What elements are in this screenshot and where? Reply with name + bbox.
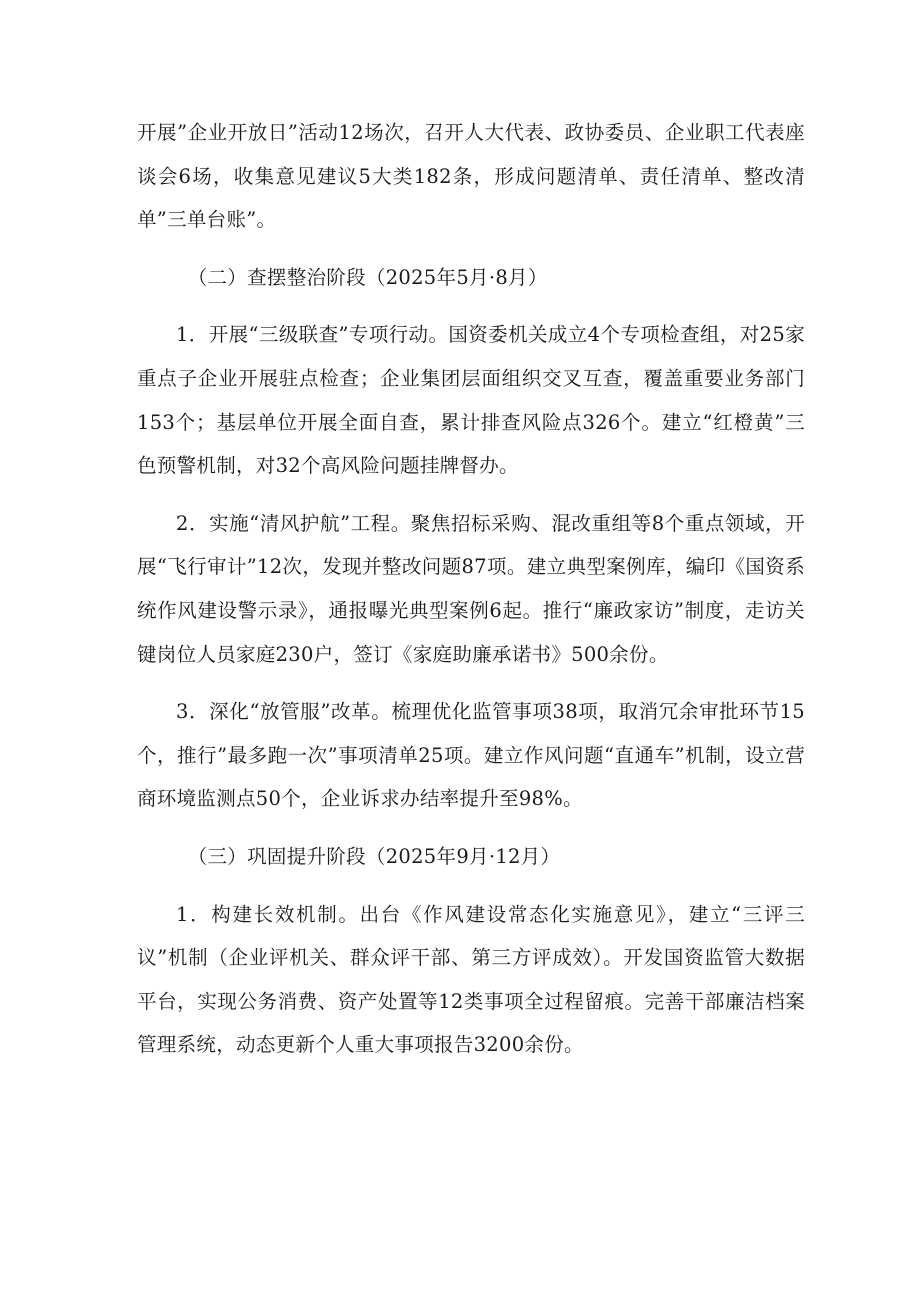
paragraph-item-4: 1．构建长效机制。出台《作风建设常态化实施意见》，建立“三评三议”机制（企业评机关、群众评干部、第三方评成效）。开发国资监管大数据平台，实现公务消费、资产处置等12类事项全过程留痕。完善干部廉洁档案管理系统，动态更新个人重大事项报告3200余份。 xyxy=(137,902,805,1057)
paragraph-item-3: 3．深化“放管服”改革。梳理优化监管事项38项，取消冗余审批环节15个，推行”最多跑一次”事项清单25项。建立作风问题“直通车”机制，设立营商环境监测点50个，企业诉求办结率提升至98%。 xyxy=(137,700,805,811)
document-body xyxy=(137,111,805,1081)
paragraph-continuation: 开展”企业开放日”活动12场次，召开人大代表、政协委员、企业职工代表座谈会6场，收集意见建议5大类182条，形成问题清单、责任清单、整改清单”三单台账”。 xyxy=(137,121,805,232)
paragraph-item-2: 2．实施“清风护航”工程。聚焦招标采购、混改重组等8个重点领域，开展“飞行审计”12次，发现并整改问题87项。建立典型案例库，编印《国资系统作风建设警示录》，通报曝光典型案例6起。推行“廉政家访”制度，走访关键岗位人员家庭230户，签订《家庭助廉承诺书》500余份。 xyxy=(137,511,805,666)
paragraph-item-1: 1．开展“三级联查”专项行动。国资委机关成立4个专项检查组，对25家重点子企业开展驻点检查；企业集团层面组织交叉互查，覆盖重要业务部门153个；基层单位开展全面自查，累计排查风险点326个。建立“红橙黄”三色预警机制，对32个高风险问题挂牌督办。 xyxy=(137,323,805,478)
section-heading-stage-3: （三）巩固提升阶段（2025年9月·12月） xyxy=(187,844,561,868)
section-heading-stage-2: （二）查摆整治阶段（2025年5月·8月） xyxy=(187,265,548,289)
